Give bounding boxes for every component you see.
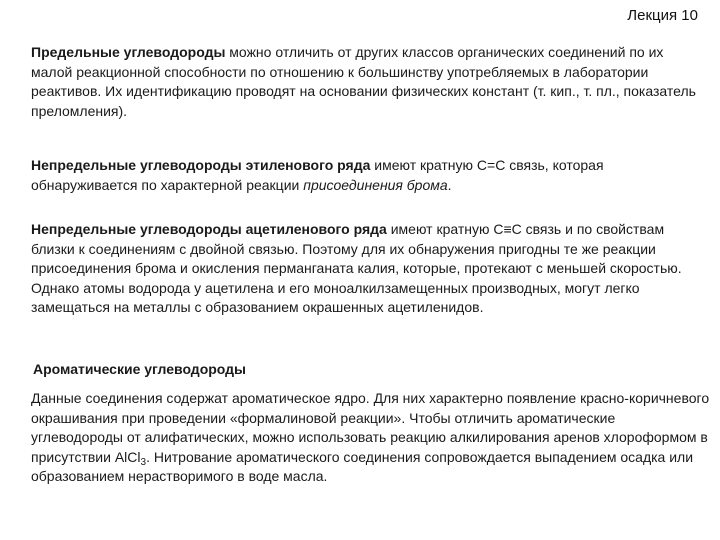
lecture-number: Лекция 10: [627, 7, 698, 24]
paragraph-end: .: [447, 176, 452, 193]
italic-bromine-addition: присоединения брома: [303, 176, 448, 193]
paragraph-aromatic: [31, 389, 711, 487]
paragraph-acetylene-series: [31, 220, 706, 318]
paragraph-text: Данные соединения содержат ароматическое ядро. Для них характерно появление красно-коричневого окрашивания при проведении «формалиновой реакции». Чтобы отличить ароматические углеводороды от алифатических, можно использовать реакцию алкилирования аренов хлороформом в присутствии AlCl: [31, 390, 710, 465]
paragraph-text: можно отличить от других классов органических соединений по их малой реакционной способности по отношению к большинству употребляемых в лаборатории реактивов. Их идентификацию проводят на основании физических констант (т. кип., т. пл., показатель преломления).: [31, 44, 696, 119]
subscript-3: 3: [140, 456, 147, 468]
paragraph-saturated-hydrocarbons: [31, 43, 706, 121]
paragraph-text: имеют кратную С≡С связь и по свойствам близки к соединениям с двойной связью. Поэтому для их обнаружения пригодны те же реакции присоединения брома и окисления перманганата калия, которые, протекают с меньшей скоростью. Однако атомы водорода у ацетилена и его моноалкилзамещенных производных, могут легко замещаться на металлы с образованием окрашенных ацетиленидов.: [31, 221, 682, 315]
term-ethylene: Непредельные углеводороды этиленового ряда: [31, 157, 371, 173]
paragraph-text-end: . Нитрование ароматического соединения сопровождается выпадением осадка или образованием нерастворимого в воде масла.: [31, 448, 694, 484]
term-saturated: Предельные углеводороды: [31, 44, 226, 60]
term-acetylene: Непредельные углеводороды ацетиленового ряда: [31, 221, 387, 237]
paragraph-text: имеют кратную С=С связь, которая обнаруживается по характерной реакции: [31, 157, 604, 193]
paragraph-ethylene-series: [31, 156, 706, 195]
heading-aromatic-hydrocarbons: Ароматические углеводороды: [33, 361, 247, 377]
